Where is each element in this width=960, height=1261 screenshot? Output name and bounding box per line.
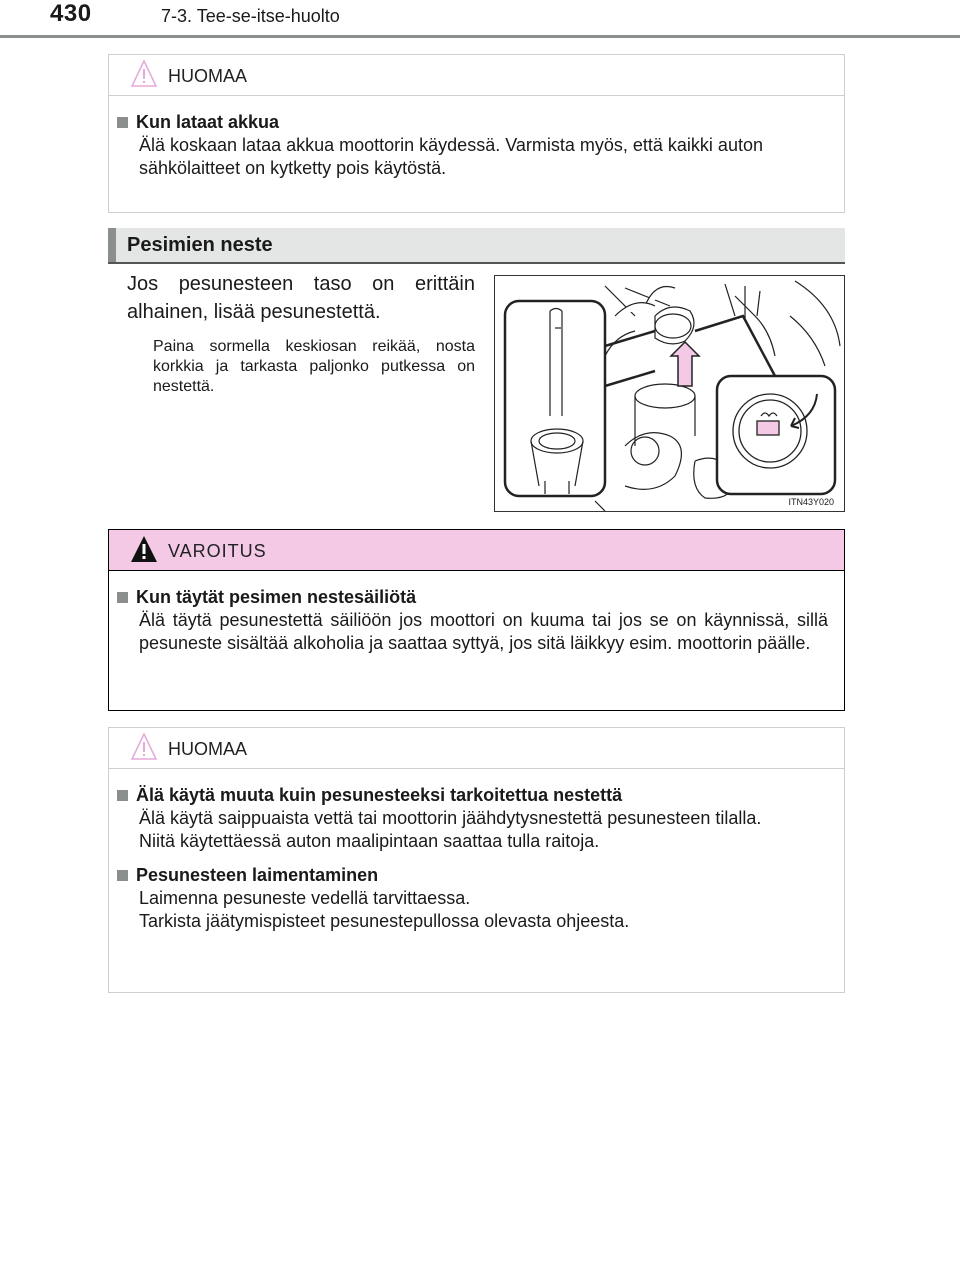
warning-label: VAROITUS <box>168 541 267 561</box>
bullet-square-icon <box>117 790 128 801</box>
up-arrow-icon <box>671 342 699 386</box>
section-accent <box>108 228 116 262</box>
notice-header <box>109 728 844 769</box>
item-line: Niitä käytettäessä auton maalipintaan saattaa tulla raitoja. <box>139 831 600 851</box>
warning-body <box>109 571 844 683</box>
notice-box-2 <box>108 727 845 993</box>
item-line: Älä käytä saippuaista vettä tai moottorin jäähdytysnestettä pesunesteen tilalla. <box>139 808 762 828</box>
notice-item <box>115 783 828 853</box>
item-line: Älä täytä pesunestettä säiliöön jos moottori on kuuma tai jos se on käynnissä, sillä pesuneste sisältää alkoholia ja saattaa syttyä, jos sitä läikkyy esim. moottorin päälle. <box>139 610 828 653</box>
warning-box <box>108 529 845 711</box>
section-note: Paina sormella keskiosan reikää, nosta korkkia ja tarkasta paljonko putkessa on nestettä. <box>153 338 475 395</box>
washer-reservoir-illustration <box>494 275 845 512</box>
notice-label: HUOMAA <box>168 739 248 759</box>
item-line: Laimenna pesuneste vedellä tarvittaessa. <box>139 888 471 908</box>
notice-item <box>115 863 828 933</box>
item-title-text: Pesunesteen laimentaminen <box>136 865 379 885</box>
bullet-square-icon <box>117 592 128 603</box>
section-title: Pesimien neste <box>127 234 273 256</box>
bullet-square-icon <box>117 870 128 881</box>
item-title <box>115 863 828 887</box>
notice-body <box>109 96 844 208</box>
item-text <box>115 609 828 655</box>
notice-header <box>109 55 844 96</box>
item-text <box>115 807 828 853</box>
figure-code: ITN43Y020 <box>788 497 834 507</box>
warning-header <box>109 530 844 571</box>
bullet-square-icon <box>117 117 128 128</box>
item-title <box>115 110 828 134</box>
section-intro: Jos pesunesteen taso on erittäin alhainen, lisää pesunestettä. <box>127 273 475 323</box>
section-header: 7-3. Tee-se-itse-huolto <box>161 6 340 26</box>
item-title-text: Älä käytä muuta kuin pesunesteeksi tarkoitettua nestettä <box>136 785 623 805</box>
washer-cap-drawing <box>495 276 844 511</box>
item-title-text: Kun lataat akkua <box>136 112 280 132</box>
notice-label: HUOMAA <box>168 66 248 86</box>
warning-triangle-icon <box>130 534 158 564</box>
header-rule <box>0 35 960 38</box>
item-title <box>115 585 828 609</box>
item-title-text: Kun täytät pesimen nestesäiliötä <box>136 587 417 607</box>
notice-body <box>109 769 844 961</box>
item-title <box>115 783 828 807</box>
section-title-bar <box>108 228 845 264</box>
item-line: Tarkista jäätymispisteet pesunestepullossa olevasta ohjeesta. <box>139 911 630 931</box>
item-text <box>115 887 828 933</box>
page-number: 430 <box>50 0 92 27</box>
item-text <box>115 134 828 180</box>
item-line: Älä koskaan lataa akkua moottorin käydessä. Varmista myös, että kaikki auton sähkölaitteet on kytketty pois käytöstä. <box>139 135 763 178</box>
caution-icon <box>130 59 158 89</box>
warning-item <box>115 585 828 655</box>
caution-icon <box>130 732 158 762</box>
notice-box-1 <box>108 54 845 213</box>
notice-item <box>115 110 828 180</box>
